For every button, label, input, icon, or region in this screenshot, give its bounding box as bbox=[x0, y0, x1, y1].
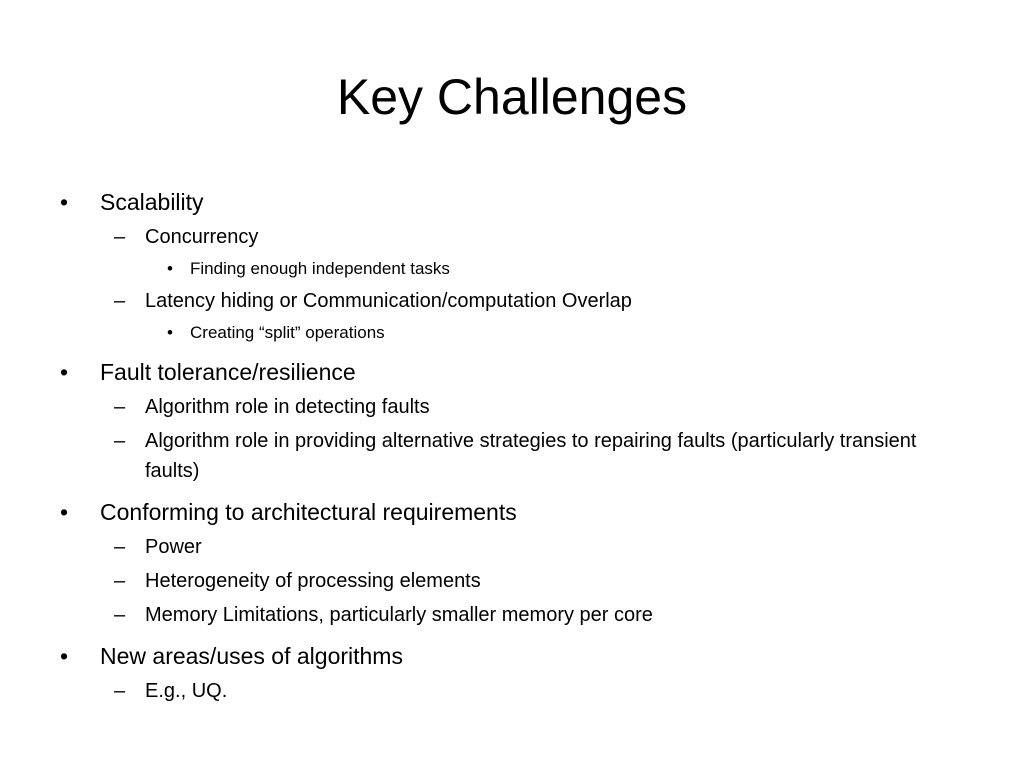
dash-marker: – bbox=[114, 290, 126, 312]
slide-title: Key Challenges bbox=[336, 69, 688, 125]
sub-bullet-text: Power bbox=[145, 536, 202, 558]
bullet-item bbox=[60, 186, 960, 218]
sub-bullet-text: Heterogeneity of processing elements bbox=[145, 570, 481, 592]
bullet-marker: • bbox=[60, 189, 69, 215]
sub-bullet-text: E.g., UQ. bbox=[145, 680, 228, 702]
sub-bullet-text: Latency hiding or Communication/computation Overlap bbox=[145, 290, 632, 312]
sub-sub-bullet-item bbox=[60, 256, 960, 282]
sub-bullet-item bbox=[60, 566, 960, 596]
bullet-marker: • bbox=[167, 259, 173, 278]
bullet-marker: • bbox=[60, 499, 69, 525]
dash-marker: – bbox=[114, 536, 126, 558]
sub-bullet-item bbox=[60, 286, 960, 316]
sub-sub-bullet-item bbox=[60, 320, 960, 346]
sub-bullet-item bbox=[60, 222, 960, 252]
bullet-text: Fault tolerance/resilience bbox=[100, 359, 356, 385]
sub-bullet-text: Algorithm role in detecting faults bbox=[145, 396, 430, 418]
sub-sub-bullet-text: Finding enough independent tasks bbox=[190, 259, 450, 278]
dash-marker: – bbox=[114, 396, 126, 418]
dash-marker: – bbox=[114, 570, 126, 592]
bullet-item bbox=[60, 640, 960, 672]
bullet-text: New areas/uses of algorithms bbox=[100, 643, 403, 669]
sub-bullet-item bbox=[60, 426, 960, 486]
bullet-marker: • bbox=[60, 359, 69, 385]
dash-marker: – bbox=[114, 226, 126, 248]
dash-marker: – bbox=[114, 430, 126, 452]
sub-bullet-item bbox=[60, 676, 960, 706]
bullet-item bbox=[60, 356, 960, 388]
bullet-item bbox=[60, 496, 960, 528]
sub-sub-bullet-text: Creating “split” operations bbox=[190, 323, 385, 342]
bullet-list bbox=[60, 186, 960, 706]
sub-bullet-text: Algorithm role in providing alternative strategies to repairing faults (particularly transient faults) bbox=[145, 430, 917, 482]
sub-bullet-text: Concurrency bbox=[145, 226, 259, 248]
bullet-marker: • bbox=[60, 643, 69, 669]
bullet-marker: • bbox=[167, 323, 173, 342]
dash-marker: – bbox=[114, 680, 126, 702]
sub-bullet-item bbox=[60, 532, 960, 562]
dash-marker: – bbox=[114, 604, 126, 626]
bullet-text: Scalability bbox=[100, 189, 204, 215]
bullet-text: Conforming to architectural requirements bbox=[100, 499, 517, 525]
sub-bullet-item bbox=[60, 600, 960, 630]
sub-bullet-item bbox=[60, 392, 960, 422]
sub-bullet-text: Memory Limitations, particularly smaller memory per core bbox=[145, 604, 653, 626]
